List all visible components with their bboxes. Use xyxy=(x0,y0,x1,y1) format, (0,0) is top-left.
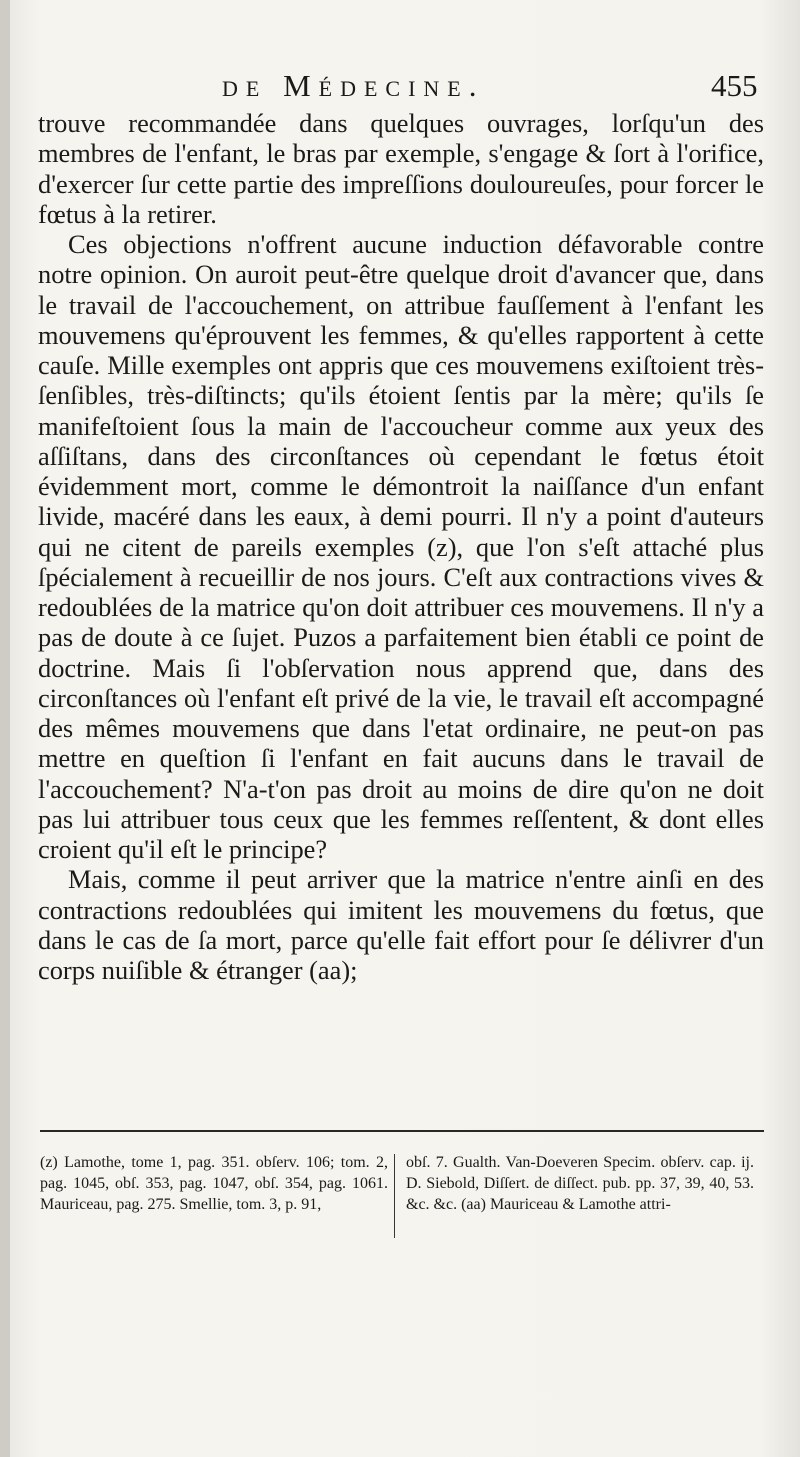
footnote-continuation: obſ. 7. Gualth. Van-Doeveren Specim. obſerv. cap. ij. D. Siebold, Diſſert. de diſſect. pub. pp. 37, 39, 40, 53. &c. &c. (aa) Mauriceau & Lamothe attri- xyxy=(406,1154,754,1213)
page-gutter xyxy=(0,0,10,1457)
paragraph-continuation: trouve recommandée dans quelques ouvrages, lorſqu'un des membres de l'enfant, le bras par exemple, s'engage & ſort à l'orifice, d'exercer ſur cette partie des impreſſions douloureuſes, pour forcer le fœtus à la retirer. xyxy=(38,108,764,229)
footnote-rule xyxy=(40,1130,764,1132)
page-header xyxy=(0,68,800,108)
footnotes xyxy=(40,1152,764,1248)
footnote-column-right xyxy=(406,1152,754,1215)
running-title: de Médecine. xyxy=(222,68,485,103)
footnote-z: (z) Lamothe, tome 1, pag. 351. obſerv. 106; tom. 2, pag. 1045, obſ. 353, pag. 1047, obſ. 354, pag. 1061. Mauriceau, pag. 275. Smellie, tom. 3, p. 91, xyxy=(40,1154,388,1213)
page-number: 455 xyxy=(711,68,758,103)
paragraph: Ces objections n'offrent aucune induction défavorable contre notre opinion. On auroit peut-être quelque droit d'avancer que, dans le travail de l'accouchement, on attribue fauſſement à l'enfant les mouvemens qu'éprouvent les femmes, & qu'elles rapportent à cette cauſe. Mille exemples ont appris que ces mouvemens exiſtoient très-ſenſibles, très-diſtincts; qu'ils étoient ſentis par la mère; qu'ils ſe manifeſtoient ſous la main de l'accoucheur comme aux yeux des aſſiſtans, dans des circonſtances où cependant le fœtus étoit évidemment mort, comme le démontroit la naiſſance d'un enfant livide, macéré dans les eaux, à demi pourri. Il n'y a point d'auteurs qui ne citent de pareils exemples (z), que l'on s'eſt attaché plus ſpécialement à recueillir de nos jours. C'eſt aux contractions vives & redoublées de la matrice qu'on doit attribuer ces mouvemens. Il n'y a pas de doute à ce ſujet. Puzos a parfaitement bien établi ce point de doctrine. Mais ſi l'obſervation nous apprend que, dans des circonſtances où l'enfant eſt privé de la vie, le travail eſt accompagné des mêmes mouvemens que dans l'etat ordinaire, ne peut-on pas mettre en queſtion ſi l'enfant en fait aucuns dans le travail de l'accouchement? N'a-t'on pas droit au moins de dire qu'on ne doit pas lui attribuer tous ceux que les femmes reſſentent, & dont elles croient qu'il eſt le principe? xyxy=(38,229,764,864)
body-text xyxy=(38,108,764,985)
footnote-column-divider xyxy=(394,1154,395,1238)
paragraph: Mais, comme il peut arriver que la matrice n'entre ainſi en des contractions redoublées qui imitent les mouvemens du fœtus, que dans le cas de ſa mort, parce qu'elle fait effort pour ſe délivrer d'un corps nuiſible & étranger (aa); xyxy=(38,864,764,985)
footnote-column-left xyxy=(40,1152,388,1215)
